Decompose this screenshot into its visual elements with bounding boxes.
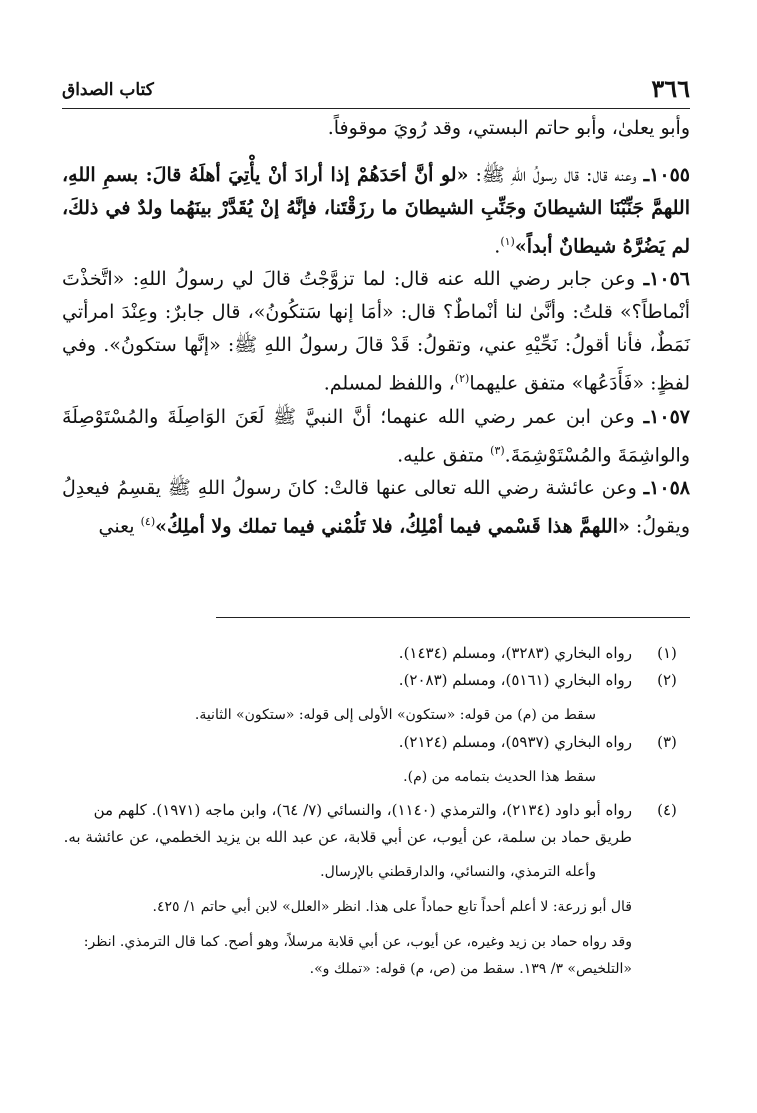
footnote-note: قال أبو زرعة: لا أعلم أحداً تابع حماداً على هذا. انظر «العلل» لابن أبي حاتم ١/ ٤٢٥. (152, 899, 632, 915)
hadith-number: ١٠٥٦ـ (643, 268, 690, 291)
footnote-1 (62, 640, 690, 667)
footnote-note: سقط من (م) من قوله: «ستكون» الأولى إلى قوله: «ستكون» الثانية. (194, 707, 596, 723)
hadith-tail: يعني (98, 515, 141, 538)
hadith-number: ١٠٥٨ـ (643, 476, 690, 499)
hadith-number: ١٠٥٥ـ (643, 164, 690, 186)
footnote-note: وقد رواه حماد بن زيد وغيره، عن أيوب، عن أبي قلابة مرسلاً، وهو أصح. كما قال الترمذي. انظر: «التلخيص» ٣/ ١٣٩. سقط من (ص، م) قوله: «تملك و». (83, 934, 632, 977)
footnote-note: سقط هذا الحديث بتمامه من (م). (403, 769, 596, 785)
footnote-number: (٣) (657, 733, 677, 751)
hadith-text: وعن عائشة رضي الله تعالى عنها قالتْ: كانَ رسولُ اللهِ ﷺ يقسِمُ فيعدِلُ ويقولُ: (62, 476, 690, 538)
footnote-ref[interactable]: (٣) (490, 443, 505, 457)
chapter-title: كتاب الصداق (62, 80, 154, 100)
footnote-4 (62, 797, 690, 983)
footnote-number: (١) (657, 644, 677, 662)
hadith-1056 (62, 263, 690, 400)
footnotes (62, 640, 690, 983)
hadith-1058 (62, 472, 690, 543)
footnote-3 (62, 729, 690, 791)
footnote-ref[interactable]: (٤) (140, 514, 156, 528)
hadith-1055 (62, 159, 690, 263)
footnote-ref[interactable]: (١) (500, 235, 515, 248)
main-text (62, 112, 690, 543)
footnote-text: رواه أبو داود (٢١٣٤)، والترمذي (١١٤٠)، والنسائي (٧/ ٦٤)، وابن ماجه (١٩٧١). كلهم من طريق حماد بن سلمة، عن أيوب، عن أبي قلابة، عن عبد الله بن يزيد الخطمي، عن عائشة به. (63, 801, 632, 846)
footnote-ref[interactable]: (٢) (454, 372, 470, 386)
hadith-number: ١٠٥٧ـ (643, 405, 690, 428)
footnote-text: رواه البخاري (٣٢٨٣)، ومسلم (١٤٣٤). (398, 644, 632, 662)
page-header (62, 72, 690, 109)
hadith-lead: وعنه قال: قال رسولُ اللهِ ﷺ: (468, 164, 644, 186)
hadith-quote: «اللهمَّ هذا قَسْمي فيما أمْلِكُ، فلا تَلُمْني فيما تملك ولا أملِكُ» (155, 515, 630, 538)
hadith-tail: . (494, 235, 501, 258)
intro-line: وأبو يعلىٰ، وأبو حاتم البستي، وقد رُويَ موقوفاً. (327, 117, 690, 139)
footnote-2 (62, 667, 690, 729)
page-number: ٣٦٦ (651, 74, 690, 103)
hadith-quote: «لو أنَّ أحَدَهُمْ إذا أرادَ أنْ يأْتِيَ أهلَهُ قالَ: بسمِ اللهِ، اللهمَّ جَنِّبْنَا الشيطانَ وجَنِّبِ الشيطانَ ما رزَقْتَنا، فإنَّهُ إنْ يُقَدَّرْ بينَهُما ولدٌ في ذلكَ، لم يَضُرَّهُ شيطانٌ أبداً» (62, 164, 690, 258)
hadith-1057 (62, 401, 690, 472)
hadith-text: وعن جابر رضي الله عنه قال: لما تزوَّجْتُ قالَ لي رسولُ اللهِ: «اتَّخذْتَ أنْماطاً؟» قلتُ: وأنَّىٰ لنا أنْماطٌ؟ قال: «أمَا إنها سَتكُونُ»، قال جابرٌ: وعِنْدَ امرأتي نَمَطٌ، فأنا أقولُ: نَحِّيْهِ عني، وتقولُ: قَدْ قالَ رسولُ اللهِ ﷺ: «إنَّها ستكونُ». وفي لفظٍ: «فَأَدَعُها» متفق عليهما (62, 268, 690, 395)
footnote-number: (٤) (657, 801, 677, 819)
hadith-text: وعن ابن عمر رضي الله عنهما؛ أنَّ النبيَّ ﷺ لَعَنَ الوَاصِلَةَ والمُسْتَوْصِلَةَ والواشِمَةَ والمُسْتَوْشِمَةَ. (62, 405, 690, 466)
footnote-number: (٢) (657, 671, 677, 689)
footnote-note: وأعله الترمذي، والنسائي، والدارقطني بالإرسال. (320, 864, 596, 880)
footnote-divider (216, 617, 690, 618)
footnote-text: رواه البخاري (٥١٦١)، ومسلم (٢٠٨٣). (398, 671, 632, 689)
hadith-tail: ، واللفظ لمسلم. (323, 372, 455, 395)
footnote-text: رواه البخاري (٥٩٣٧)، ومسلم (٢١٢٤). (398, 733, 632, 751)
hadith-tail: متفق عليه. (397, 443, 491, 466)
